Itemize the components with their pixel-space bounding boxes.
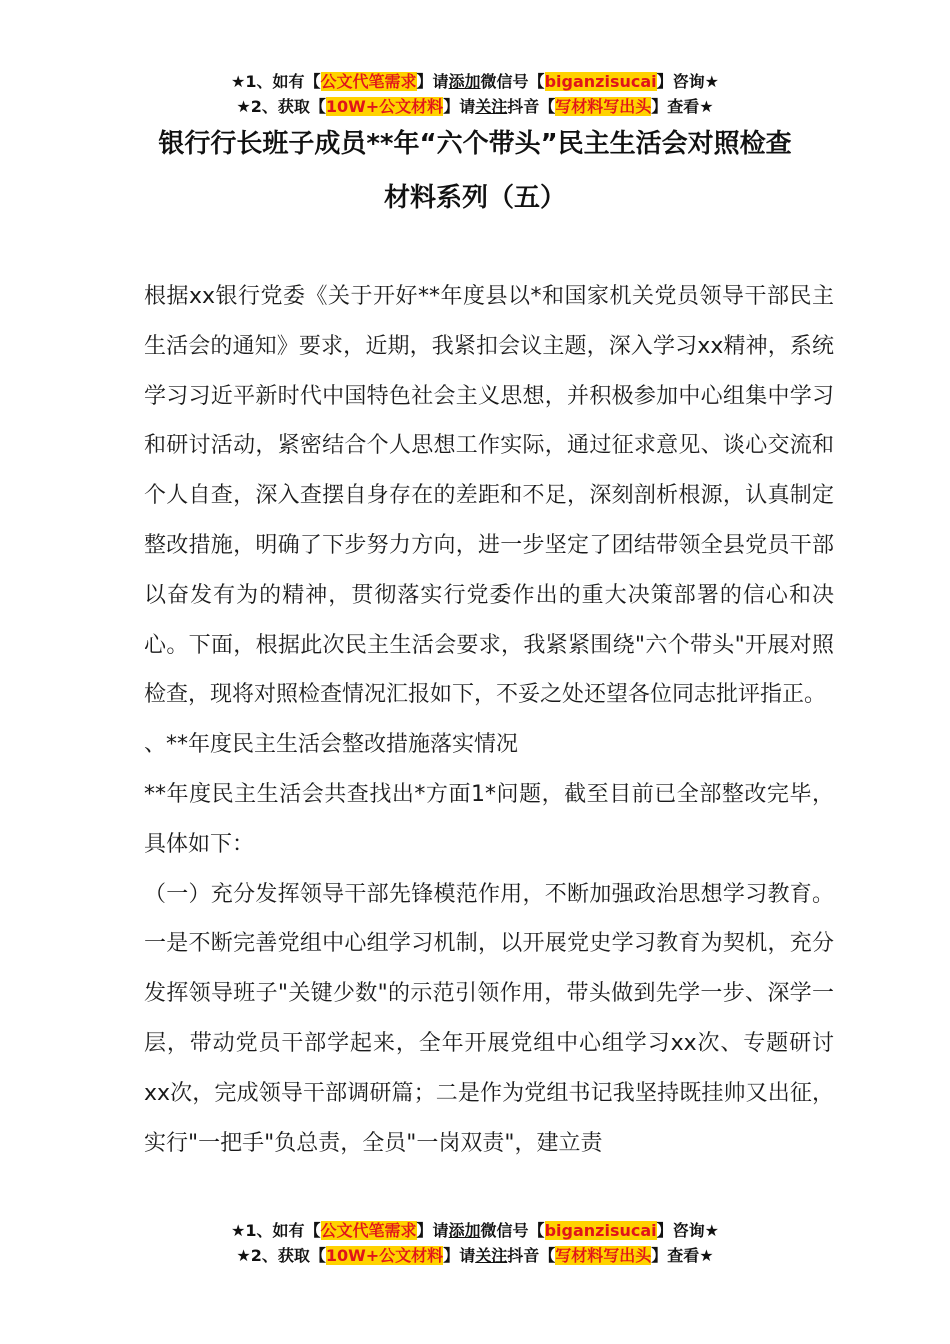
promo-highlight: 公文代笔需求 [320, 72, 417, 91]
promo-highlight: 写材料写出头 [555, 97, 652, 116]
promo-highlight: 10W+公文材料 [325, 97, 444, 116]
body-paragraph: **年度民主生活会共查找出*方面1*问题，截至目前已全部整改完毕，具体如下： [144, 781, 834, 857]
promo-highlight: 10W+公文材料 [325, 1246, 444, 1265]
promo-text: 】请 [416, 72, 449, 91]
document-title [0, 117, 950, 225]
promo-underline: 关注 [475, 97, 508, 116]
body-paragraph: （一）充分发挥领导干部先锋模范作用，不断加强政治思想学习教育。一是不断完善党组中心组学习机制，以开展党史学习教育为契机，充分发挥领导班子"关键少数"的示范引领作用，带头做到先学一步、深学一层，带动党员干部学起来，全年开展党组中心组学习xx次、专题研讨xx次，完成领导干部调研篇；二是作为党组书记我坚持既挂帅又出征，实行"一把手"负总责，全员"一岗双责"，建立责 [144, 881, 834, 1156]
promo-text: 】查看★ [651, 1246, 714, 1265]
promo-text: 抖音【 [507, 1246, 556, 1265]
document-body [144, 272, 834, 1168]
promo-underline: 关注 [475, 1246, 508, 1265]
promo-text: 】请 [443, 97, 476, 116]
promo-highlight: biganzisucai [544, 72, 657, 91]
promo-text: ★2、获取【 [236, 1246, 326, 1265]
title-line-1: 银行行长班子成员**年“六个带头”民主生活会对照检查 [158, 129, 792, 159]
promo-highlight: 写材料写出头 [555, 1246, 652, 1265]
promo-text: 微信号【 [480, 1221, 545, 1240]
promo-text: 】咨询★ [656, 1221, 719, 1240]
promo-text: 】查看★ [651, 97, 714, 116]
section-heading: 、**年度民主生活会整改措施落实情况 [144, 732, 519, 758]
title-line-2: 材料系列（五） [383, 183, 566, 213]
promo-line-2 [0, 94, 950, 119]
promo-text: 】咨询★ [656, 72, 719, 91]
promo-line-2 [0, 1243, 950, 1268]
promo-text: 微信号【 [480, 72, 545, 91]
promo-text: ★1、如有【 [231, 1221, 321, 1240]
promo-text: ★1、如有【 [231, 72, 321, 91]
promo-underline: 添加 [448, 72, 481, 91]
promo-text: 抖音【 [507, 97, 556, 116]
promo-highlight: 公文代笔需求 [320, 1221, 417, 1240]
promo-text: 】请 [416, 1221, 449, 1240]
promo-banner-top [0, 69, 950, 119]
promo-text: ★2、获取【 [236, 97, 326, 116]
promo-line-1 [0, 1218, 950, 1243]
promo-underline: 添加 [448, 1221, 481, 1240]
promo-banner-bottom [0, 1218, 950, 1268]
promo-highlight: biganzisucai [544, 1221, 657, 1240]
promo-line-1 [0, 69, 950, 94]
body-paragraph: 根据xx银行党委《关于开好**年度县以*和国家机关党员领导干部民主生活会的通知》要求，近期，我紧扣会议主题，深入学习xx精神，系统学习习近平新时代中国特色社会主义思想，并积极参加中心组集中学习和研讨活动，紧密结合个人思想工作实际，通过征求意见、谈心交流和个人自查，深入查摆自身存在的差距和不足，深刻剖析根源，认真制定整改措施，明确了下步努力方向，进一步坚定了团结带领全县党员干部以奋发有为的精神，贯彻落实行党委作出的重大决策部署的信心和决心。下面，根据此次民主生活会要求，我紧紧围绕"六个带头"开展对照检查，现将对照检查情况汇报如下，不妥之处还望各位同志批评指正。 [144, 284, 834, 708]
promo-text: 】请 [443, 1246, 476, 1265]
